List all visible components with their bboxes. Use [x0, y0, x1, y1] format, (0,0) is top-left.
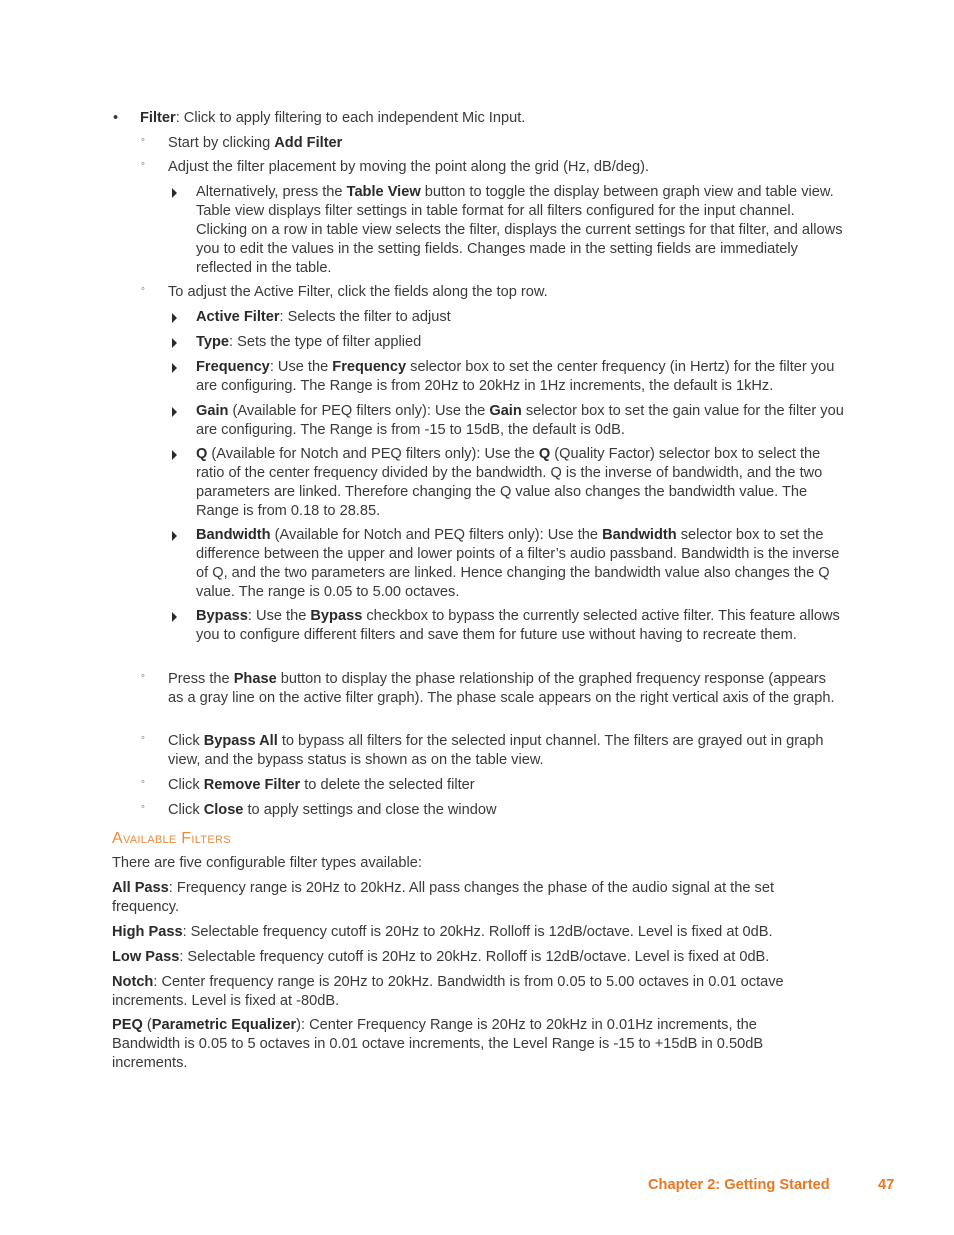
all-pass-term: All Pass	[112, 880, 169, 896]
bypass-term-inline: Bypass	[310, 608, 363, 624]
bandwidth-term: Bandwidth	[196, 527, 271, 543]
peq-text: ): Center Frequency Range is 20Hz to 20kHz in 0.01Hz increments, the Bandwidth is 0.05 to 5 octaves in 0.01 octave increments, the Level Range is -15 to +15dB in 0.50dB increments.	[112, 1017, 764, 1071]
remove-pre: Click	[168, 777, 204, 793]
gain-term-inline: Gain	[489, 403, 522, 419]
triangle-bullet-icon	[172, 188, 177, 198]
close-rest: to apply settings and close the window	[243, 802, 497, 818]
low-pass-term: Low Pass	[112, 949, 180, 965]
bypass-all-term: Bypass All	[203, 733, 278, 749]
triangle-bullet-icon	[172, 531, 177, 541]
circle-bullet-icon: ◦	[141, 134, 145, 146]
gain-rest: selector box to set the gain value for the filter you are configuring. The Range is from -15 to 15dB, the default is 0dB.	[196, 403, 844, 438]
active-intro-item	[141, 283, 840, 302]
frequency-item	[196, 358, 846, 396]
close-item	[141, 801, 840, 820]
bypass-all-item	[141, 732, 840, 770]
active-filter-term: Active Filter	[196, 309, 280, 325]
table-view-term: Table View	[346, 184, 421, 200]
circle-bullet-icon: ◦	[141, 670, 145, 682]
triangle-bullet-icon	[172, 612, 177, 622]
peq-open: (	[142, 1017, 152, 1033]
alt-rest: button to toggle the display between graph view and table view. Table view displays filter settings in table format for all filters configured for the input channel. Clicking on a row in table view selects the filter, displays the current settings for that filter, and allows you to edit the values in the setting fields. Changes made in the setting fields are immediately reflected in the table.	[196, 184, 843, 276]
remove-rest: to delete the selected filter	[300, 777, 475, 793]
bypass-item	[196, 607, 846, 645]
start-text: Start by clicking	[168, 135, 275, 151]
filter-label: Filter	[140, 110, 176, 126]
remove-filter-term: Remove Filter	[203, 777, 301, 793]
bw-pre: (Available for Notch and PEQ filters only): Use the	[270, 527, 603, 543]
q-term-inline: Q	[538, 446, 551, 462]
start-item	[141, 134, 840, 153]
q-term: Q	[196, 446, 208, 462]
high-pass-text: : Selectable frequency cutoff is 20Hz to 20kHz. Rolloff is 12dB/octave. Level is fixed at 0dB.	[182, 924, 773, 940]
bandwidth-term-inline: Bandwidth	[602, 527, 677, 543]
freq-pre: : Use the	[269, 359, 333, 375]
active-filter-text: : Selects the filter to adjust	[279, 309, 451, 325]
adjust-item	[141, 158, 840, 177]
bw-rest: selector box to set the difference between the upper and lower points of a filter’s audio passband. Bandwidth is the inverse of Q, and the two parameters are linked. Hence changing the bandwidth value also changes the Q value. The range is 0.05 to 5.00 octaves.	[196, 527, 840, 600]
triangle-bullet-icon	[172, 313, 177, 323]
footer-page-number: 47	[878, 1177, 895, 1193]
circle-bullet-icon: ◦	[141, 158, 145, 170]
bypassall-pre: Click	[168, 733, 204, 749]
gain-pre: (Available for PEQ filters only): Use the	[228, 403, 490, 419]
peq-paragraph	[112, 1016, 812, 1073]
circle-bullet-icon: ◦	[141, 732, 145, 744]
notch-text: : Center frequency range is 20Hz to 20kHz. Bandwidth is from 0.05 to 5.00 octaves in 0.01 octave increments. Level is fixed at -80dB.	[112, 974, 784, 1009]
triangle-bullet-icon	[172, 407, 177, 417]
gain-item	[196, 402, 846, 440]
add-filter-term: Add Filter	[274, 135, 343, 151]
q-rest: (Quality Factor) selector box to select the ratio of the center frequency divided by the bandwidth. Q is the inverse of bandwidth, and the two parameters are linked. Therefore changing the Q value also changes the bandwidth value. The Range is from 0.18 to 28.85.	[196, 446, 823, 519]
circle-bullet-icon: ◦	[141, 283, 145, 295]
remove-filter-item	[141, 776, 840, 795]
all-pass-paragraph	[112, 879, 812, 917]
high-pass-paragraph	[112, 923, 812, 942]
triangle-bullet-icon	[172, 363, 177, 373]
bypassall-rest: to bypass all filters for the selected input channel. The filters are grayed out in graph view, and the bypass status is shown as on the table view.	[168, 733, 824, 768]
peq-term: PEQ	[112, 1017, 143, 1033]
type-text: : Sets the type of filter applied	[228, 334, 422, 350]
type-term: Type	[196, 334, 229, 350]
triangle-bullet-icon	[172, 338, 177, 348]
bullet-marker: •	[113, 110, 119, 126]
frequency-term: Frequency	[196, 359, 270, 375]
phase-rest: button to display the phase relationship of the graphed frequency response (appears as a gray line on the active filter graph). The phase scale appears on the right vertical axis of the graph.	[168, 671, 835, 706]
close-term: Close	[203, 802, 244, 818]
parametric-equalizer-term: Parametric Equalizer	[151, 1017, 297, 1033]
freq-rest: selector box to set the center frequency (in Hertz) for the filter you are configuring. The Range is from 20Hz to 20kHz in 1Hz increments, the default is 1kHz.	[196, 359, 835, 394]
low-pass-text: : Selectable frequency cutoff is 20Hz to 20kHz. Rolloff is 12dB/octave. Level is fixed at 0dB.	[179, 949, 770, 965]
triangle-bullet-icon	[172, 450, 177, 460]
bypass-rest: checkbox to bypass the currently selected active filter. This feature allows you to configure different filters and save them for future use without having to recreate them.	[196, 608, 840, 643]
available-filters-intro: There are five configurable filter types available:	[112, 855, 422, 871]
adjust-text: Adjust the filter placement by moving the point along the grid (Hz, dB/deg).	[168, 159, 650, 175]
type-item	[196, 333, 846, 352]
frequency-term-inline: Frequency	[332, 359, 407, 375]
active-intro-text: To adjust the Active Filter, click the fields along the top row.	[168, 284, 548, 300]
table-view-item	[196, 183, 846, 278]
phase-pre: Press the	[168, 671, 234, 687]
high-pass-term: High Pass	[112, 924, 183, 940]
gain-term: Gain	[196, 403, 229, 419]
low-pass-paragraph	[112, 948, 812, 967]
bypass-term: Bypass	[196, 608, 248, 624]
notch-term: Notch	[112, 974, 154, 990]
notch-paragraph	[112, 973, 812, 1011]
circle-bullet-icon: ◦	[141, 776, 145, 788]
footer-chapter: Chapter 2: Getting Started	[648, 1177, 830, 1193]
bandwidth-item	[196, 526, 846, 602]
phase-term: Phase	[233, 671, 277, 687]
close-pre: Click	[168, 802, 204, 818]
filter-bullet	[113, 109, 845, 128]
all-pass-text: : Frequency range is 20Hz to 20kHz. All pass changes the phase of the audio signal at the set frequency.	[112, 880, 774, 915]
circle-bullet-icon: ◦	[141, 801, 145, 813]
available-filters-heading: Available Filters	[112, 830, 231, 847]
active-filter-item	[196, 308, 846, 327]
q-item	[196, 445, 846, 521]
filter-text: : Click to apply filtering to each independent Mic Input.	[175, 110, 526, 126]
bypass-pre: : Use the	[247, 608, 311, 624]
phase-item	[141, 670, 840, 708]
alt-pre: Alternatively, press the	[196, 184, 347, 200]
q-pre: (Available for Notch and PEQ filters only): Use the	[207, 446, 539, 462]
